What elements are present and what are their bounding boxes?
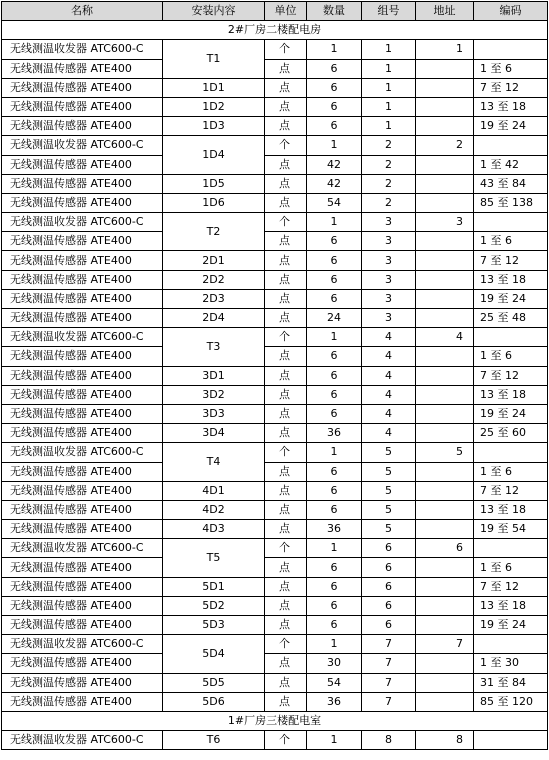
table-row xyxy=(2,616,548,635)
unit-cell: 个 xyxy=(265,136,307,155)
group-cell: 5 xyxy=(362,520,416,539)
code-cell: 19 至 24 xyxy=(474,289,548,308)
device-name-cell: 无线测温传感器 ATE400 xyxy=(2,385,163,404)
quantity-cell: 6 xyxy=(307,481,362,500)
address-cell xyxy=(416,500,474,519)
unit-cell: 点 xyxy=(265,366,307,385)
unit-cell: 点 xyxy=(265,520,307,539)
unit-cell: 点 xyxy=(265,232,307,251)
address-cell xyxy=(416,673,474,692)
unit-cell: 点 xyxy=(265,692,307,711)
table-row xyxy=(2,270,548,289)
device-name-cell: 无线测温收发器 ATC600-C xyxy=(2,328,163,347)
table-row xyxy=(2,289,548,308)
group-cell: 7 xyxy=(362,654,416,673)
address-cell xyxy=(416,193,474,212)
unit-cell: 点 xyxy=(265,577,307,596)
install-content-cell: 5D1 xyxy=(163,577,265,596)
table-row xyxy=(2,155,548,174)
section-row xyxy=(2,21,548,40)
code-cell xyxy=(474,731,548,750)
address-cell xyxy=(416,404,474,423)
quantity-cell: 6 xyxy=(307,78,362,97)
code-cell xyxy=(474,443,548,462)
group-cell: 3 xyxy=(362,270,416,289)
table-row xyxy=(2,385,548,404)
address-cell xyxy=(416,462,474,481)
address-cell: 2 xyxy=(416,136,474,155)
quantity-cell: 36 xyxy=(307,520,362,539)
unit-cell: 点 xyxy=(265,404,307,423)
device-name-cell: 无线测温传感器 ATE400 xyxy=(2,692,163,711)
install-content-cell: 5D6 xyxy=(163,692,265,711)
quantity-cell: 6 xyxy=(307,462,362,481)
group-cell: 6 xyxy=(362,596,416,615)
address-cell xyxy=(416,520,474,539)
device-name-cell: 无线测温传感器 ATE400 xyxy=(2,558,163,577)
section-title: 2#厂房二楼配电房 xyxy=(2,21,548,40)
device-name-cell: 无线测温收发器 ATC600-C xyxy=(2,213,163,232)
group-cell: 4 xyxy=(362,347,416,366)
unit-cell: 点 xyxy=(265,97,307,116)
table-row xyxy=(2,558,548,577)
group-cell: 8 xyxy=(362,731,416,750)
device-name-cell: 无线测温传感器 ATE400 xyxy=(2,596,163,615)
install-content-cell: 1D2 xyxy=(163,97,265,116)
device-name-cell: 无线测温传感器 ATE400 xyxy=(2,309,163,328)
table-row xyxy=(2,654,548,673)
code-cell: 1 至 6 xyxy=(474,558,548,577)
install-content-cell: T4 xyxy=(163,443,265,481)
install-content-cell: 5D4 xyxy=(163,635,265,673)
unit-cell: 点 xyxy=(265,616,307,635)
header-content: 安装内容 xyxy=(163,2,265,21)
table-row xyxy=(2,59,548,78)
address-cell xyxy=(416,97,474,116)
address-cell xyxy=(416,577,474,596)
quantity-cell: 6 xyxy=(307,366,362,385)
header-group: 组号 xyxy=(362,2,416,21)
group-cell: 3 xyxy=(362,251,416,270)
device-name-cell: 无线测温传感器 ATE400 xyxy=(2,117,163,136)
table-row xyxy=(2,117,548,136)
address-cell xyxy=(416,289,474,308)
device-name-cell: 无线测温传感器 ATE400 xyxy=(2,232,163,251)
unit-cell: 点 xyxy=(265,654,307,673)
unit-cell: 个 xyxy=(265,40,307,59)
table-row xyxy=(2,174,548,193)
quantity-cell: 6 xyxy=(307,616,362,635)
code-cell: 7 至 12 xyxy=(474,251,548,270)
unit-cell: 点 xyxy=(265,500,307,519)
group-cell: 2 xyxy=(362,193,416,212)
quantity-cell: 6 xyxy=(307,385,362,404)
device-name-cell: 无线测温传感器 ATE400 xyxy=(2,654,163,673)
install-content-cell: 2D2 xyxy=(163,270,265,289)
device-name-cell: 无线测温传感器 ATE400 xyxy=(2,481,163,500)
unit-cell: 点 xyxy=(265,462,307,481)
group-cell: 7 xyxy=(362,673,416,692)
table-row xyxy=(2,136,548,155)
device-name-cell: 无线测温传感器 ATE400 xyxy=(2,193,163,212)
install-content-cell: 3D4 xyxy=(163,424,265,443)
table-row xyxy=(2,692,548,711)
address-cell xyxy=(416,78,474,97)
unit-cell: 个 xyxy=(265,328,307,347)
quantity-cell: 1 xyxy=(307,539,362,558)
table-row xyxy=(2,328,548,347)
code-cell: 7 至 12 xyxy=(474,78,548,97)
code-cell: 19 至 24 xyxy=(474,616,548,635)
address-cell xyxy=(416,232,474,251)
device-name-cell: 无线测温收发器 ATC600-C xyxy=(2,635,163,654)
install-content-cell: 4D2 xyxy=(163,500,265,519)
group-cell: 2 xyxy=(362,136,416,155)
group-cell: 5 xyxy=(362,462,416,481)
code-cell: 13 至 18 xyxy=(474,270,548,289)
table-row xyxy=(2,251,548,270)
table-row xyxy=(2,232,548,251)
address-cell xyxy=(416,481,474,500)
table-row xyxy=(2,213,548,232)
code-cell: 1 至 6 xyxy=(474,59,548,78)
quantity-cell: 6 xyxy=(307,97,362,116)
quantity-cell: 6 xyxy=(307,596,362,615)
code-cell: 7 至 12 xyxy=(474,366,548,385)
header-address: 地址 xyxy=(416,2,474,21)
install-content-cell: T1 xyxy=(163,40,265,78)
device-name-cell: 无线测温收发器 ATC600-C xyxy=(2,731,163,750)
device-name-cell: 无线测温传感器 ATE400 xyxy=(2,59,163,78)
group-cell: 1 xyxy=(362,97,416,116)
table-row xyxy=(2,481,548,500)
table-row xyxy=(2,443,548,462)
header-quantity: 数量 xyxy=(307,2,362,21)
group-cell: 5 xyxy=(362,481,416,500)
quantity-cell: 54 xyxy=(307,193,362,212)
group-cell: 1 xyxy=(362,40,416,59)
group-cell: 3 xyxy=(362,232,416,251)
address-cell xyxy=(416,270,474,289)
address-cell xyxy=(416,174,474,193)
group-cell: 7 xyxy=(362,692,416,711)
code-cell xyxy=(474,328,548,347)
address-cell xyxy=(416,596,474,615)
install-content-cell: T6 xyxy=(163,731,265,750)
address-cell: 6 xyxy=(416,539,474,558)
group-cell: 4 xyxy=(362,385,416,404)
install-content-cell: 5D2 xyxy=(163,596,265,615)
group-cell: 1 xyxy=(362,117,416,136)
quantity-cell: 42 xyxy=(307,155,362,174)
unit-cell: 点 xyxy=(265,596,307,615)
header-unit: 单位 xyxy=(265,2,307,21)
group-cell: 4 xyxy=(362,424,416,443)
address-cell xyxy=(416,692,474,711)
table-row xyxy=(2,462,548,481)
quantity-cell: 6 xyxy=(307,577,362,596)
unit-cell: 点 xyxy=(265,309,307,328)
quantity-cell: 1 xyxy=(307,443,362,462)
install-content-cell: T3 xyxy=(163,328,265,366)
table-row xyxy=(2,347,548,366)
install-content-cell: 2D4 xyxy=(163,309,265,328)
address-cell xyxy=(416,385,474,404)
device-name-cell: 无线测温收发器 ATC600-C xyxy=(2,443,163,462)
device-name-cell: 无线测温收发器 ATC600-C xyxy=(2,539,163,558)
table-row xyxy=(2,520,548,539)
unit-cell: 点 xyxy=(265,424,307,443)
code-cell: 13 至 18 xyxy=(474,596,548,615)
group-cell: 6 xyxy=(362,577,416,596)
unit-cell: 点 xyxy=(265,193,307,212)
device-name-cell: 无线测温传感器 ATE400 xyxy=(2,577,163,596)
table-row xyxy=(2,78,548,97)
device-name-cell: 无线测温传感器 ATE400 xyxy=(2,97,163,116)
group-cell: 7 xyxy=(362,635,416,654)
quantity-cell: 36 xyxy=(307,424,362,443)
device-table xyxy=(1,1,548,750)
section-row xyxy=(2,711,548,730)
quantity-cell: 6 xyxy=(307,251,362,270)
code-cell: 19 至 54 xyxy=(474,520,548,539)
unit-cell: 个 xyxy=(265,539,307,558)
address-cell xyxy=(416,309,474,328)
address-cell xyxy=(416,616,474,635)
table-row xyxy=(2,596,548,615)
code-cell xyxy=(474,635,548,654)
address-cell xyxy=(416,366,474,385)
device-name-cell: 无线测温传感器 ATE400 xyxy=(2,155,163,174)
group-cell: 3 xyxy=(362,309,416,328)
address-cell xyxy=(416,424,474,443)
unit-cell: 点 xyxy=(265,117,307,136)
device-name-cell: 无线测温传感器 ATE400 xyxy=(2,462,163,481)
install-content-cell: 5D3 xyxy=(163,616,265,635)
address-cell: 3 xyxy=(416,213,474,232)
group-cell: 4 xyxy=(362,404,416,423)
quantity-cell: 6 xyxy=(307,347,362,366)
quantity-cell: 1 xyxy=(307,136,362,155)
header-row xyxy=(2,2,548,21)
group-cell: 2 xyxy=(362,174,416,193)
code-cell: 85 至 138 xyxy=(474,193,548,212)
device-name-cell: 无线测温传感器 ATE400 xyxy=(2,673,163,692)
code-cell: 1 至 6 xyxy=(474,347,548,366)
table-row xyxy=(2,424,548,443)
unit-cell: 点 xyxy=(265,251,307,270)
group-cell: 1 xyxy=(362,59,416,78)
group-cell: 6 xyxy=(362,616,416,635)
device-name-cell: 无线测温传感器 ATE400 xyxy=(2,500,163,519)
code-cell: 19 至 24 xyxy=(474,117,548,136)
device-name-cell: 无线测温传感器 ATE400 xyxy=(2,78,163,97)
unit-cell: 点 xyxy=(265,59,307,78)
code-cell xyxy=(474,40,548,59)
quantity-cell: 42 xyxy=(307,174,362,193)
address-cell xyxy=(416,347,474,366)
install-content-cell: 2D3 xyxy=(163,289,265,308)
quantity-cell: 6 xyxy=(307,232,362,251)
section-title: 1#厂房三楼配电室 xyxy=(2,711,548,730)
quantity-cell: 1 xyxy=(307,328,362,347)
address-cell: 5 xyxy=(416,443,474,462)
device-name-cell: 无线测温传感器 ATE400 xyxy=(2,424,163,443)
address-cell xyxy=(416,251,474,270)
device-name-cell: 无线测温传感器 ATE400 xyxy=(2,289,163,308)
code-cell xyxy=(474,539,548,558)
device-name-cell: 无线测温收发器 ATC600-C xyxy=(2,136,163,155)
table-row xyxy=(2,731,548,750)
unit-cell: 点 xyxy=(265,174,307,193)
code-cell: 7 至 12 xyxy=(474,577,548,596)
install-content-cell: 1D4 xyxy=(163,136,265,174)
code-cell: 19 至 24 xyxy=(474,404,548,423)
device-name-cell: 无线测温传感器 ATE400 xyxy=(2,520,163,539)
install-content-cell: 5D5 xyxy=(163,673,265,692)
device-name-cell: 无线测温传感器 ATE400 xyxy=(2,366,163,385)
code-cell: 13 至 18 xyxy=(474,97,548,116)
group-cell: 5 xyxy=(362,443,416,462)
quantity-cell: 6 xyxy=(307,404,362,423)
unit-cell: 点 xyxy=(265,385,307,404)
install-content-cell: 4D3 xyxy=(163,520,265,539)
address-cell: 8 xyxy=(416,731,474,750)
unit-cell: 点 xyxy=(265,78,307,97)
code-cell: 1 至 30 xyxy=(474,654,548,673)
install-content-cell: 2D1 xyxy=(163,251,265,270)
unit-cell: 点 xyxy=(265,673,307,692)
unit-cell: 点 xyxy=(265,481,307,500)
device-name-cell: 无线测温传感器 ATE400 xyxy=(2,251,163,270)
table-row xyxy=(2,309,548,328)
code-cell: 25 至 60 xyxy=(474,424,548,443)
address-cell: 4 xyxy=(416,328,474,347)
address-cell xyxy=(416,117,474,136)
device-name-cell: 无线测温传感器 ATE400 xyxy=(2,347,163,366)
code-cell: 85 至 120 xyxy=(474,692,548,711)
unit-cell: 点 xyxy=(265,155,307,174)
unit-cell: 个 xyxy=(265,443,307,462)
quantity-cell: 6 xyxy=(307,117,362,136)
code-cell: 1 至 6 xyxy=(474,232,548,251)
quantity-cell: 1 xyxy=(307,40,362,59)
group-cell: 6 xyxy=(362,539,416,558)
install-content-cell: 1D3 xyxy=(163,117,265,136)
header-code: 编码 xyxy=(474,2,548,21)
install-content-cell: 4D1 xyxy=(163,481,265,500)
unit-cell: 点 xyxy=(265,558,307,577)
unit-cell: 个 xyxy=(265,213,307,232)
group-cell: 2 xyxy=(362,155,416,174)
table-row xyxy=(2,366,548,385)
address-cell: 1 xyxy=(416,40,474,59)
group-cell: 4 xyxy=(362,366,416,385)
unit-cell: 个 xyxy=(265,635,307,654)
quantity-cell: 6 xyxy=(307,59,362,78)
table-body xyxy=(2,21,548,750)
table-row xyxy=(2,635,548,654)
unit-cell: 点 xyxy=(265,347,307,366)
install-content-cell: 1D1 xyxy=(163,78,265,97)
install-content-cell: 3D1 xyxy=(163,366,265,385)
code-cell: 1 至 42 xyxy=(474,155,548,174)
quantity-cell: 54 xyxy=(307,673,362,692)
group-cell: 4 xyxy=(362,328,416,347)
group-cell: 6 xyxy=(362,558,416,577)
quantity-cell: 1 xyxy=(307,731,362,750)
header-name: 名称 xyxy=(2,2,163,21)
code-cell: 13 至 18 xyxy=(474,385,548,404)
table-row xyxy=(2,673,548,692)
code-cell: 31 至 84 xyxy=(474,673,548,692)
code-cell: 13 至 18 xyxy=(474,500,548,519)
group-cell: 5 xyxy=(362,500,416,519)
address-cell xyxy=(416,558,474,577)
address-cell xyxy=(416,59,474,78)
code-cell xyxy=(474,213,548,232)
table-row xyxy=(2,97,548,116)
quantity-cell: 6 xyxy=(307,558,362,577)
device-name-cell: 无线测温传感器 ATE400 xyxy=(2,404,163,423)
device-name-cell: 无线测温传感器 ATE400 xyxy=(2,174,163,193)
quantity-cell: 6 xyxy=(307,500,362,519)
code-cell: 25 至 48 xyxy=(474,309,548,328)
quantity-cell: 6 xyxy=(307,289,362,308)
address-cell xyxy=(416,654,474,673)
install-content-cell: T5 xyxy=(163,539,265,577)
table-row xyxy=(2,40,548,59)
install-content-cell: 1D6 xyxy=(163,193,265,212)
address-cell: 7 xyxy=(416,635,474,654)
unit-cell: 点 xyxy=(265,270,307,289)
quantity-cell: 1 xyxy=(307,635,362,654)
quantity-cell: 36 xyxy=(307,692,362,711)
install-content-cell: 1D5 xyxy=(163,174,265,193)
device-name-cell: 无线测温收发器 ATC600-C xyxy=(2,40,163,59)
unit-cell: 个 xyxy=(265,731,307,750)
quantity-cell: 1 xyxy=(307,213,362,232)
table-row xyxy=(2,500,548,519)
unit-cell: 点 xyxy=(265,289,307,308)
code-cell: 1 至 6 xyxy=(474,462,548,481)
table-row xyxy=(2,193,548,212)
table-row xyxy=(2,577,548,596)
address-cell xyxy=(416,155,474,174)
quantity-cell: 6 xyxy=(307,270,362,289)
install-content-cell: 3D3 xyxy=(163,404,265,423)
group-cell: 3 xyxy=(362,213,416,232)
table-row xyxy=(2,539,548,558)
quantity-cell: 24 xyxy=(307,309,362,328)
code-cell: 7 至 12 xyxy=(474,481,548,500)
group-cell: 3 xyxy=(362,289,416,308)
code-cell xyxy=(474,136,548,155)
device-name-cell: 无线测温传感器 ATE400 xyxy=(2,616,163,635)
quantity-cell: 30 xyxy=(307,654,362,673)
table-row xyxy=(2,404,548,423)
device-name-cell: 无线测温传感器 ATE400 xyxy=(2,270,163,289)
group-cell: 1 xyxy=(362,78,416,97)
install-content-cell: T2 xyxy=(163,213,265,251)
install-content-cell: 3D2 xyxy=(163,385,265,404)
code-cell: 43 至 84 xyxy=(474,174,548,193)
